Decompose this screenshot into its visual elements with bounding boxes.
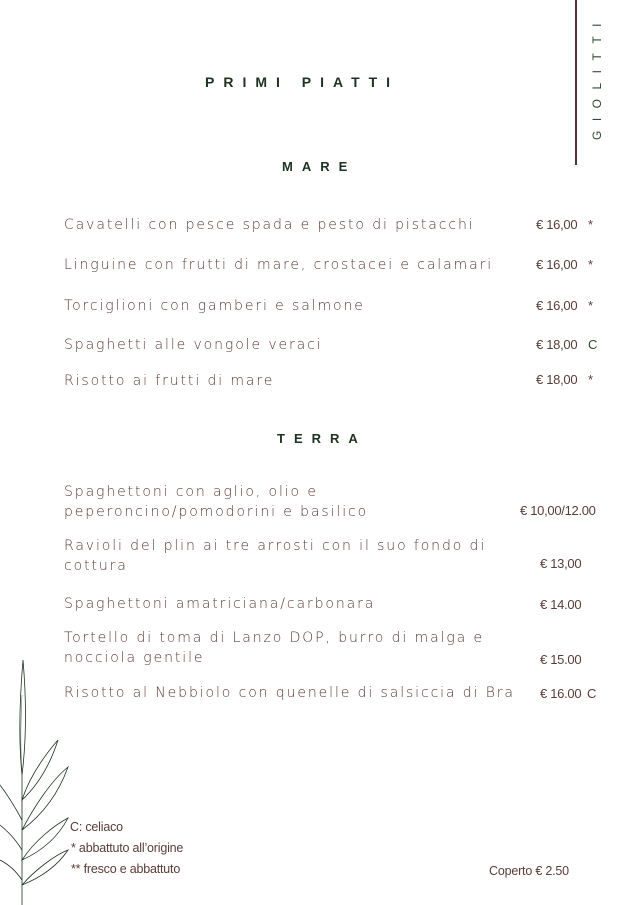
menu-item-mark: * (588, 217, 594, 232)
legend-abbattuto-origine: * abbattuto all’origine (71, 841, 184, 855)
menu-item-mark: * (588, 298, 594, 313)
menu-item-price: € 18,00 (536, 337, 578, 352)
menu-item-mark: * (588, 257, 594, 272)
section-heading-mare: MARE (282, 159, 357, 174)
section-heading-terra: TERRA (277, 431, 367, 446)
brand-name: GIOLITTI (590, 13, 604, 140)
menu-item-price: € 15.00 (540, 652, 582, 667)
menu-item-price: € 16,00 (536, 257, 578, 272)
coperto-charge: Coperto € 2.50 (489, 864, 569, 878)
menu-item-name: Linguine con frutti di mare, crostacei e calamari (64, 257, 494, 273)
menu-item-mark: C (588, 337, 598, 352)
menu-item-name-line2: peperoncino/pomodorini e basilico (64, 504, 369, 520)
menu-item-name: Cavatelli con pesce spada e pesto di pistacchi (64, 217, 475, 233)
menu-item-name-line2: cottura (64, 558, 128, 574)
page-title: PRIMI PIATTI (205, 74, 400, 90)
menu-item-name-line2: nocciola gentile (64, 650, 205, 666)
menu-item-price: € 13,00 (540, 556, 582, 571)
menu-item-price: € 16,00 (536, 217, 578, 232)
menu-item-name: Tortello di toma di Lanzo DOP, burro di malga e (64, 630, 484, 646)
menu-item-name: Torciglioni con gamberi e salmone (64, 298, 365, 314)
brand-divider-line (575, 0, 577, 165)
menu-item-price: € 10,00/12.00 (520, 503, 596, 518)
legend-celiaco: C: celiaco (70, 820, 123, 834)
menu-item-price: € 18,00 (536, 372, 578, 387)
menu-item-name: Spaghettoni amatriciana/carbonara (64, 596, 376, 612)
menu-item-name: Spaghetti alle vongole veraci (64, 337, 323, 353)
legend-fresco-abbattuto: ** fresco e abbattuto (71, 862, 181, 876)
menu-item-price: € 16.00 (540, 686, 582, 701)
menu-item-mark: * (588, 372, 594, 387)
menu-item-price: € 14.00 (540, 597, 582, 612)
menu-item-name: Risotto ai frutti di mare (64, 373, 275, 389)
menu-item-price: € 16,00 (536, 298, 578, 313)
menu-item-name: Ravioli del plin ai tre arrosti con il suo fondo di (64, 538, 487, 554)
plant-leaf-illustration (0, 655, 80, 905)
menu-item-name: Risotto al Nebbiolo con quenelle di salsiccia di Bra (64, 685, 515, 701)
menu-item-name: Spaghettoni con aglio, olio e (64, 484, 318, 500)
menu-item-mark: C (587, 686, 597, 701)
